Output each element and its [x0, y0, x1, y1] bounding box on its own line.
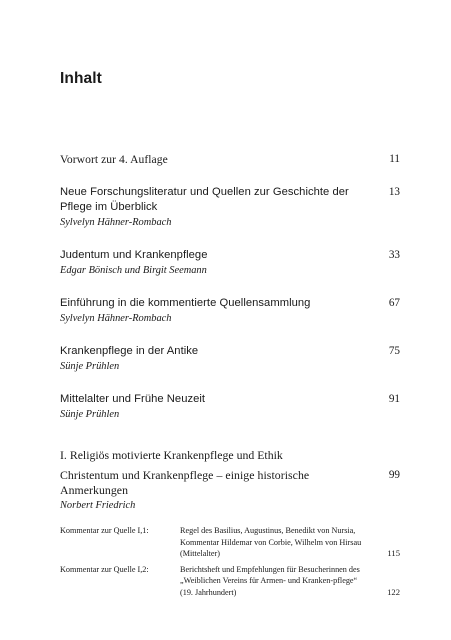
toc-entry-author: Norbert Friedrich [60, 500, 136, 511]
kommentar-page: 115 [387, 548, 400, 558]
kommentar-entry [60, 525, 400, 560]
toc-entry-judentum [60, 248, 400, 278]
toc-entry-page: 13 [388, 186, 400, 198]
toc-entry-page: 67 [388, 297, 400, 309]
toc-entry-author: Edgar Bönisch und Birgit Seemann [60, 265, 207, 276]
page-title: Inhalt [60, 70, 102, 87]
kommentar-label: Kommentar zur Quelle I,2: [60, 564, 149, 574]
toc-entry-author: Sylvelyn Hähner-Rombach [60, 313, 172, 324]
toc-entry-title: Krankenpflege in der Antike [60, 345, 199, 357]
toc-entry-author: Sylvelyn Hähner-Rombach [60, 217, 172, 228]
toc-entry-title: Judentum und Krankenpflege [60, 249, 208, 261]
toc-entry-forschungsliteratur [60, 185, 400, 230]
toc-entry-title: Christentum und Krankenpflege – einige historische Anmerkungen [60, 468, 310, 497]
toc-entry-author: Sünje Prühlen [60, 409, 120, 420]
toc-entry-title: Neue Forschungsliteratur und Quellen zur Geschichte der Pflege im Überblick [60, 186, 349, 213]
toc-entry-page: 75 [388, 345, 400, 357]
toc-entry-page: 33 [388, 249, 400, 261]
kommentar-description: Berichtsheft und Empfehlungen für Besucherinnen des „Weiblichen Vereins für Armen- und Kranken-pflege“ (19. Jahrhundert) [180, 564, 360, 597]
kommentar-description: Regel des Basilius, Augustinus, Benedikt von Nursia, Kommentar Hildemar von Corbie, Wilhelm von Hirsau (Mittelalter) [180, 526, 362, 558]
toc-subentry-christentum [60, 468, 400, 513]
toc-entry-einfuehrung [60, 296, 400, 326]
kommentar-entry [60, 564, 400, 599]
toc-entry-page: 99 [388, 469, 400, 481]
toc-entry-title: Vorwort zur 4. Auflage [60, 153, 168, 166]
toc-entry-mittelalter [60, 392, 400, 422]
toc-section-religion [60, 448, 400, 598]
toc-entry-title: Einführung in die kommentierte Quellensammlung [60, 297, 311, 309]
toc-entry-page: 11 [389, 153, 400, 165]
table-of-contents [60, 152, 400, 598]
kommentar-page: 122 [387, 586, 400, 597]
section-heading: I. Religiös motivierte Krankenpflege und Ethik [60, 448, 283, 462]
toc-entry-title: Mittelalter und Frühe Neuzeit [60, 393, 206, 405]
toc-entry-vorwort [60, 152, 400, 167]
toc-entry-page: 91 [388, 393, 400, 405]
toc-entry-author: Sünje Prühlen [60, 361, 120, 372]
toc-entry-antike [60, 344, 400, 374]
kommentar-label: Kommentar zur Quelle I,1: [60, 526, 149, 535]
